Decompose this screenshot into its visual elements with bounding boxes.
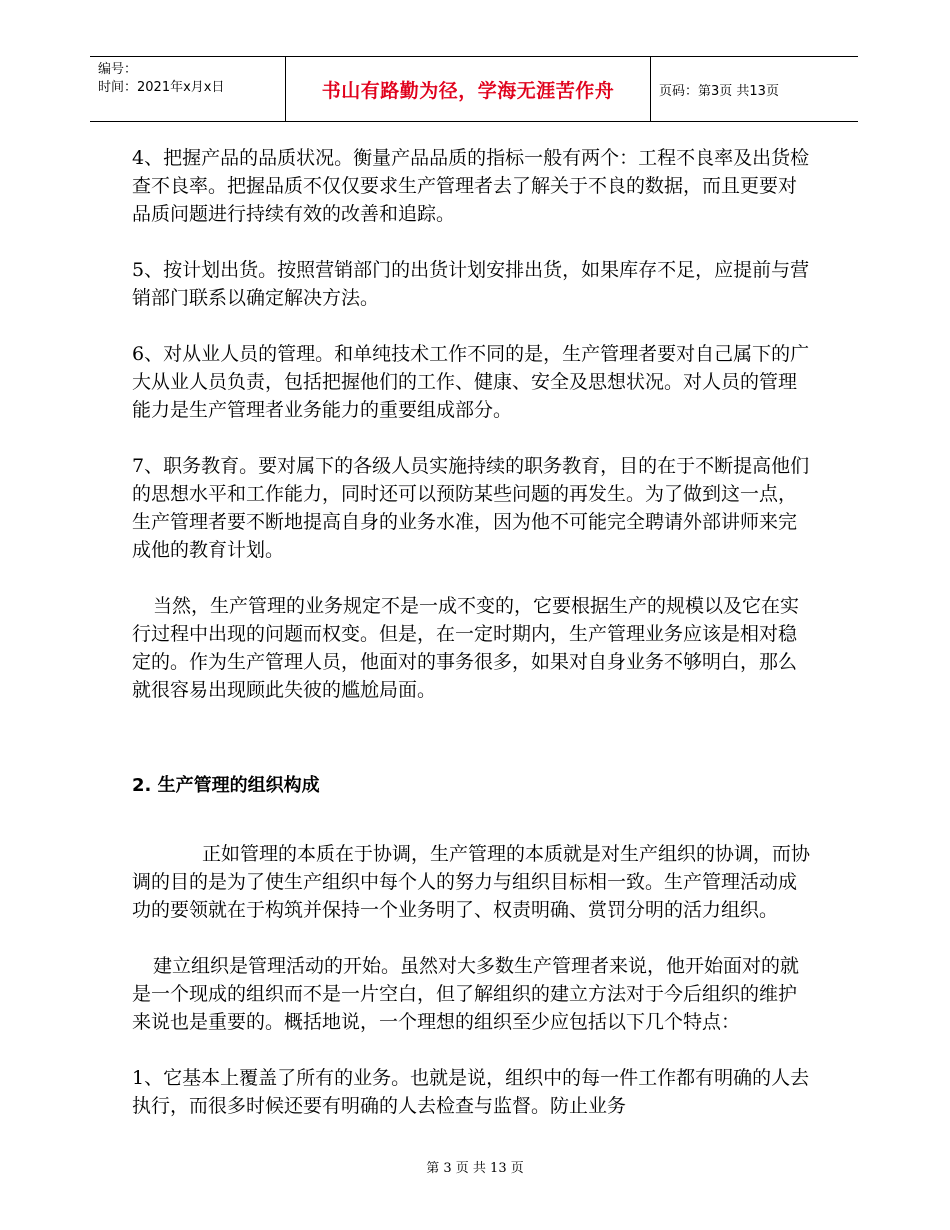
paragraph-feature-1: 1、它基本上覆盖了所有的业务。也就是说，组织中的每一件工作都有明确的人去执行，而很多时候还要有明确的人去检查与监督。防止业务: [132, 1067, 810, 1117]
paragraph-organization: 建立组织是管理活动的开始。虽然对大多数生产管理者来说，他开始面对的就是一个现成的组织而不是一片空白，但了解组织的建立方法对于今后组织的维护来说也是重要的。概括地说，一个理想的组织至少应包括以下几个特点：: [132, 955, 800, 1033]
header-motto: 书山有路勤为径，学海无涯苦作舟: [286, 57, 651, 121]
paragraph-staff: 6、对从业人员的管理。和单纯技术工作不同的是，生产管理者要对自己属下的广大从业人员负责，包括把握他们的工作、健康、安全及思想状况。对人员的管理能力是生产管理者业务能力的重要组成部分。: [132, 343, 810, 421]
paragraph-summary: 当然，生产管理的业务规定不是一成不变的，它要根据生产的规模以及它在实行过程中出现的问题而权变。但是，在一定时期内，生产管理业务应该是相对稳定的。作为生产管理人员，他面对的事务很多，如果对自身业务不够明白，那么就很容易出现顾此失彼的尴尬局面。: [132, 595, 800, 701]
page-header: [90, 56, 858, 122]
paragraph-shipping: 5、按计划出货。按照营销部门的出货计划安排出货，如果库存不足，应提前与营销部门联系以确定解决方法。: [132, 259, 810, 309]
time-label: 时间：2021年x月x日: [98, 80, 225, 95]
paragraph-training: 7、职务教育。要对属下的各级人员实施持续的职务教育，目的在于不断提高他们的思想水平和工作能力，同时还可以预防某些问题的再发生。为了做到这一点，生产管理者要不断地提高自身的业务水准，因为他不可能完全聘请外部讲师来完成他的教育计划。: [132, 455, 810, 561]
paragraph-essence: 正如管理的本质在于协调，生产管理的本质就是对生产组织的协调，而协调的目的是为了使生产组织中每个人的努力与组织目标相一致。生产管理活动成功的要领就在于构筑并保持一个业务明了、权责明确、赏罚分明的活力组织。: [132, 843, 811, 921]
page-footer: 第 3 页 共 13 页: [426, 1161, 524, 1176]
header-meta: [90, 57, 286, 121]
header-page-info: 页码：第3页 共13页: [659, 83, 779, 99]
paragraph-quality: 4、把握产品的品质状况。衡量产品品质的指标一般有两个：工程不良率及出货检查不良率。把握品质不仅仅要求生产管理者去了解关于不良的数据，而且更要对品质问题进行持续有效的改善和追踪。: [132, 147, 810, 225]
number-label: 编号：: [98, 62, 138, 77]
document-body: [132, 144, 812, 1120]
section-heading: 2. 生产管理的组织构成: [132, 775, 320, 796]
